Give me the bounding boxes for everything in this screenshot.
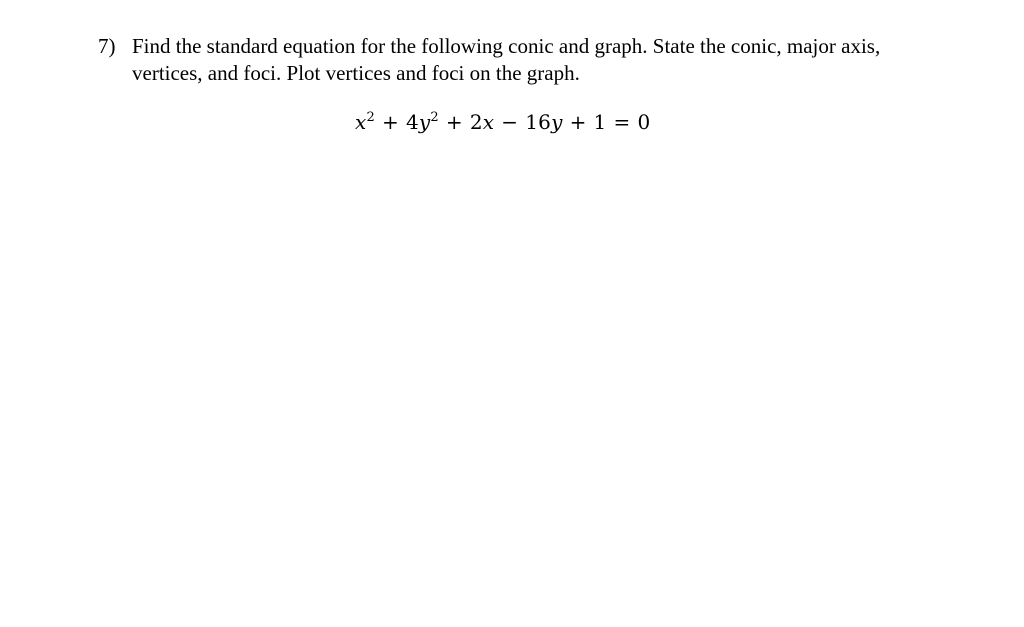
equation-exponent-y: 2 (430, 110, 439, 125)
equation-exponent-x: 2 (366, 110, 375, 125)
problem-number: 7) (98, 34, 116, 58)
equation-operator-3: − (501, 110, 519, 134)
equation-coefficient-y2: 4 (405, 110, 419, 134)
equation-operator-2: + (445, 110, 463, 134)
equation-term-linear-y: y (551, 110, 563, 134)
problem-statement (98, 33, 978, 87)
equation-equals: = (613, 110, 631, 134)
conic-equation (355, 107, 650, 137)
equation-constant: 1 (593, 110, 607, 134)
equation-term-x: x (355, 110, 367, 134)
equation-coefficient-x: 2 (469, 110, 483, 134)
problem-text-line-1: Find the standard equation for the following conic and graph. State the conic, major axis, (132, 34, 881, 58)
equation-coefficient-linear-y: 16 (525, 110, 552, 134)
problem-text (132, 33, 978, 87)
problem-row (98, 33, 978, 87)
equation-term-linear-x: x (482, 110, 495, 134)
equation-operator-4: + (569, 110, 587, 134)
equation-term-y: y (418, 110, 431, 134)
problem-text-line-2: vertices, and foci. Plot vertices and foci on the graph. (132, 61, 580, 85)
equation-operator-1: + (381, 110, 399, 134)
equation-rhs: 0 (637, 110, 651, 134)
